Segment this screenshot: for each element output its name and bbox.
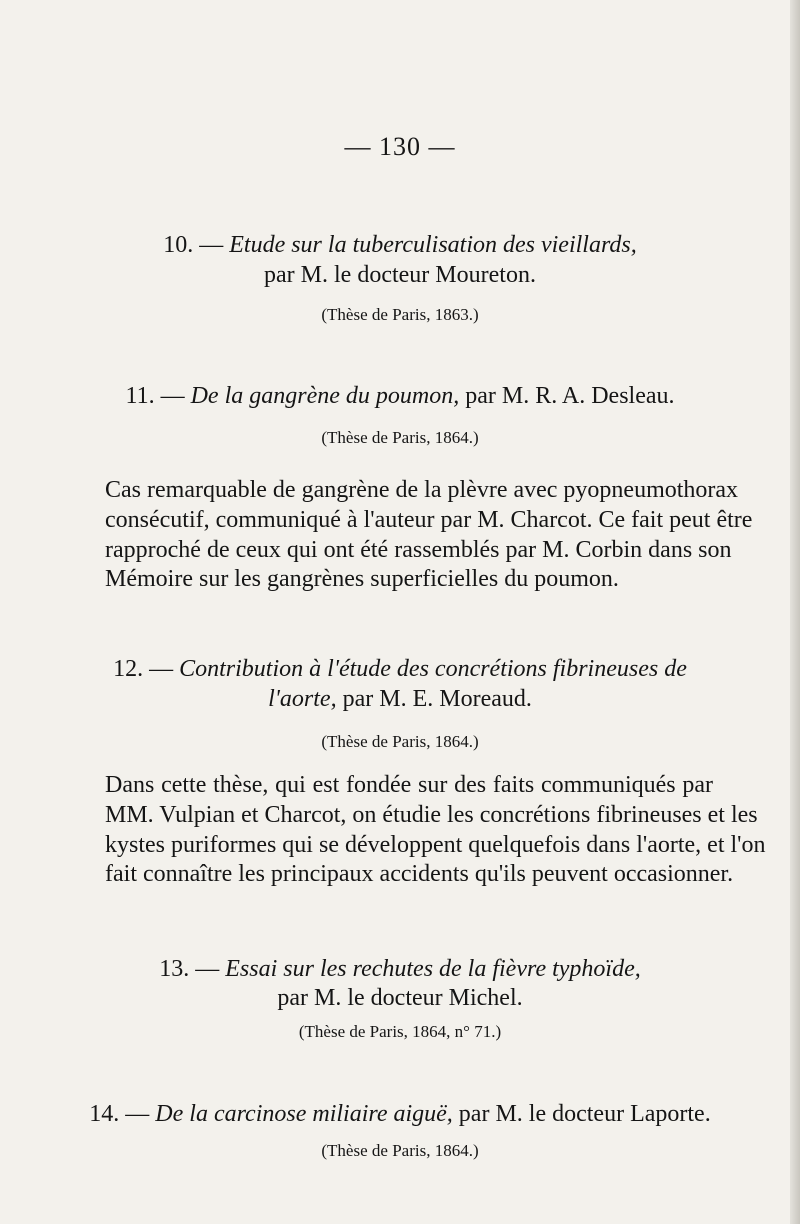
entry-13-title: Essai sur les rechutes de la fièvre typhoïde, [225, 956, 641, 982]
entry-13-number: 13. — [159, 956, 220, 982]
entry-12-title-cont: l'aorte, [268, 686, 337, 712]
entry-14-author: par M. le docteur Laporte. [458, 1101, 711, 1127]
entry-12-title: Contribution à l'étude des concrétions fibrineuses de [179, 656, 687, 682]
entry-11-heading [0, 383, 800, 410]
entry-10-author: par M. le docteur Moureton. [264, 262, 536, 288]
entry-11-body-line: Cas remarquable de gangrène de la plèvre avec pyopneumothorax [105, 477, 739, 503]
entry-10-source: (Thèse de Paris, 1863.) [321, 305, 479, 324]
entry-11-title: De la gangrène du poumon, [190, 383, 460, 409]
entry-12-author: par M. E. Moreaud. [342, 686, 532, 712]
entry-12-source: (Thèse de Paris, 1864.) [321, 732, 479, 751]
entry-11-body-line: rapproché de ceux qui ont été rassemblés par M. Corbin dans son [105, 537, 732, 563]
entry-12-number: 12. — [113, 656, 174, 682]
entry-14-title: De la carcinose miliaire aiguë, [155, 1101, 453, 1127]
entry-12-body-line: Dans cette thèse, qui est fondée sur des faits communiqués par [105, 772, 713, 798]
entry-11-body-line: Mémoire sur les gangrènes superficielles du poumon. [105, 566, 619, 592]
entry-11-author: par M. R. A. Desleau. [465, 383, 675, 409]
entry-10-heading [0, 232, 800, 259]
entry-14-source: (Thèse de Paris, 1864.) [321, 1141, 479, 1160]
entry-13-author: par M. le docteur Michel. [277, 985, 523, 1011]
entry-14-number: 14. — [89, 1101, 150, 1127]
entry-10-title: Etude sur la tuberculisation des vieillards, [229, 232, 637, 258]
entry-12-heading-cont [0, 686, 800, 713]
entry-10-number: 10. — [163, 232, 224, 258]
entry-12-body-line: MM. Vulpian et Charcot, on étudie les concrétions fibrineuses et les [105, 802, 758, 828]
entry-12-heading [0, 656, 800, 683]
entry-11-source: (Thèse de Paris, 1864.) [321, 428, 479, 447]
page-number: — 130 — [344, 132, 456, 161]
entry-12-body-line: fait connaître les principaux accidents qu'ils peuvent occasionner. [105, 861, 734, 887]
entry-11-body-line: consécutif, communiqué à l'auteur par M. Charcot. Ce fait peut être [105, 507, 753, 533]
entry-11-number: 11. — [125, 383, 185, 409]
entry-14-heading [0, 1101, 800, 1128]
entry-13-heading [0, 956, 800, 983]
entry-12-body-line: kystes puriformes qui se développent quelquefois dans l'aorte, et l'on [105, 832, 766, 858]
entry-13-source: (Thèse de Paris, 1864, n° 71.) [298, 1022, 502, 1041]
